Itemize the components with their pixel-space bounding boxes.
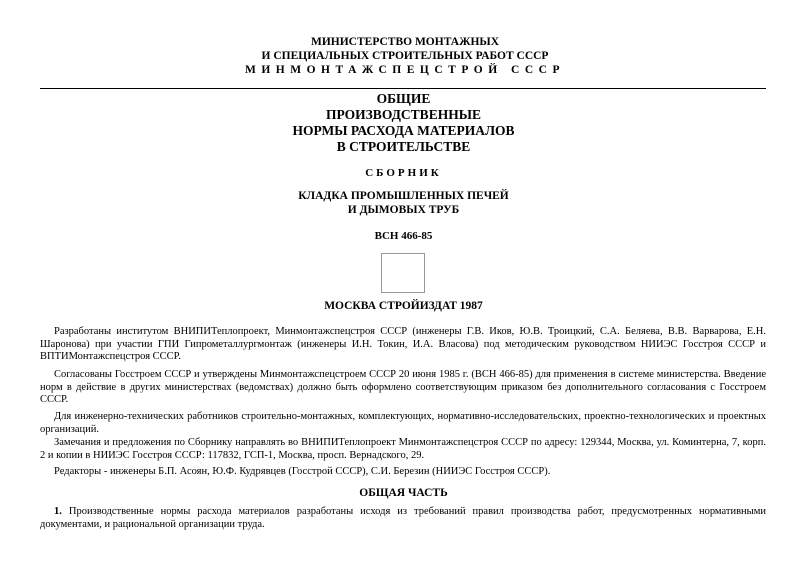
document-title-line-3: НОРМЫ РАСХОДА МАТЕРИАЛОВ (292, 123, 515, 138)
document-code: ВСН 466-85 (374, 230, 433, 242)
publisher-line: МОСКВА СТРОЙИЗДАТ 1987 (324, 300, 483, 312)
image-placeholder (381, 253, 425, 293)
clause-number: 1. (54, 506, 62, 517)
document-title-line-2: ПРОИЗВОДСТВЕННЫЕ (326, 107, 481, 122)
collection-label: СБОРНИК (365, 167, 442, 179)
document-title-line-4: В СТРОИТЕЛЬСТВЕ (336, 139, 471, 154)
clause-1 (40, 506, 766, 531)
ministry-abbreviation: МИНМОНТАЖСПЕЦСТРОЙ СССР (245, 64, 565, 76)
ministry-name-line-1: МИНИСТЕРСТВО МОНТАЖНЫХ (310, 36, 500, 48)
collection-subtitle-line-1: КЛАДКА ПРОМЫШЛЕННЫХ ПЕЧЕЙ (298, 190, 509, 202)
collection-subtitle-line-2: И ДЫМОВЫХ ТРУБ (347, 204, 460, 216)
paragraph-remarks-address: Замечания и предложения по Сборнику направлять во ВНИПИТеплопроект Минмонтажспецстроя СССР по адресу: 129344, Москва, ул. Коминтерна, 7, корп. 2 и копии в НИИЭС Госстроя СССР: 117832, ГСП-1, Москва, просп. Вернадского, 29. (40, 437, 766, 461)
paragraph-developed-by: Разработаны институтом ВНИПИТеплопроект, Минмонтажспецстроя СССР (инженеры Г.В. Иков, Ю.В. Троицкий, С.А. Беляева, В.В. Варварова, Е.Н. Шаронова) при участии ГПИ Гипрометаллургмонтаж (инженеры И.Н. Токин, И.А. Власова) под методическим руководством НИИЭС Госстроя СССР и ВПТИМонтажспецстроя СССР. (40, 326, 766, 362)
header-divider (40, 88, 766, 89)
section-heading: ОБЩАЯ ЧАСТЬ (359, 487, 448, 499)
document-title-line-1: ОБЩИЕ (376, 91, 431, 106)
paragraph-editors: Редакторы - инженеры Б.П. Асоян, Ю.Ф. Кудрявцев (Госстрой СССР), С.И. Березин (НИИЭС Госстроя СССР). (54, 466, 551, 477)
ministry-name-line-2: И СПЕЦИАЛЬНЫХ СТРОИТЕЛЬНЫХ РАБОТ СССР (261, 50, 549, 62)
clause-text: Производственные нормы расхода материалов разработаны исходя из требований правил производства работ, предусмотренных нормативными документами, и рациональной организации труда. (40, 506, 766, 530)
paragraph-approval: Согласованы Госстроем СССР и утверждены Минмонтажспецстроем СССР 20 июня 1985 г. (ВСН 466-85) для применения в системе министерства. Введение норм в действие в других министерствах (ведомствах) должно быть оформлено соответствующим приказом без дополнительного согласования с Госстроем СССР. (40, 369, 766, 405)
paragraph-audience: Для инженерно-технических работников строительно-монтажных, комплектующих, нормативно-исследовательских, проектно-технологических и проектных организаций. (40, 411, 766, 435)
